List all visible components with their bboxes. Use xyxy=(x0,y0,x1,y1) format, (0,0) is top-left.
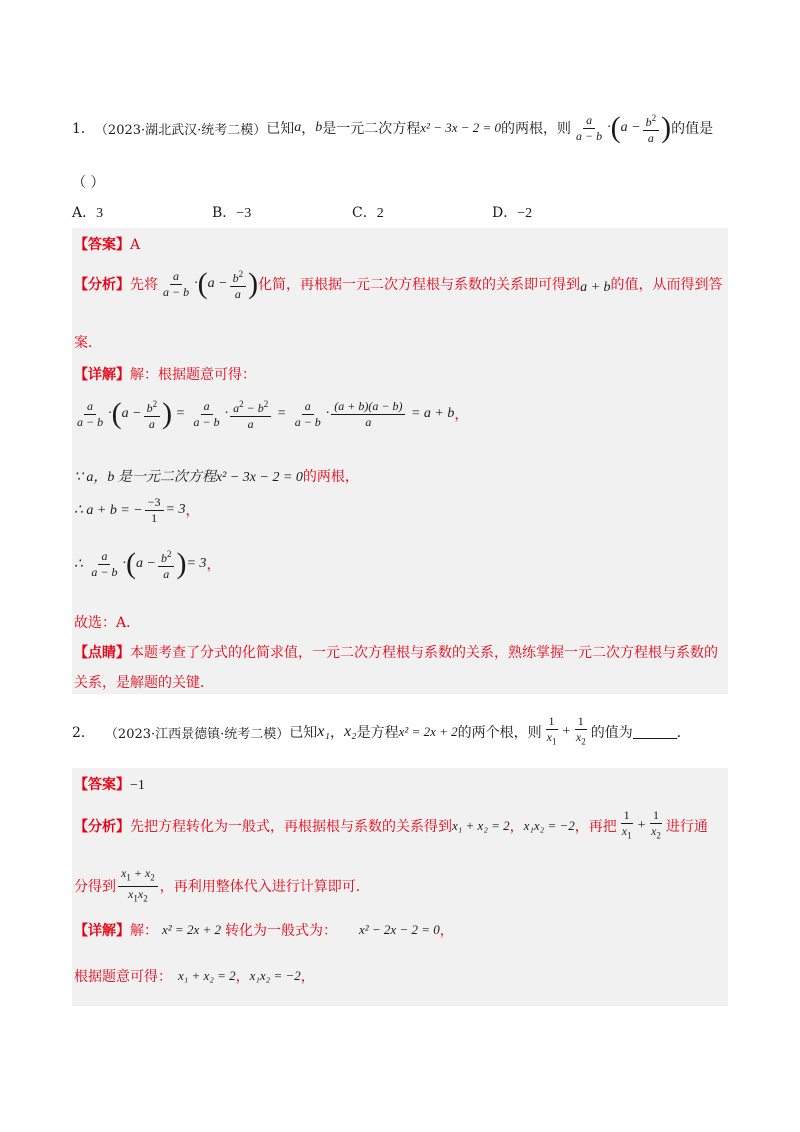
because-tail: 的两根， xyxy=(302,469,359,485)
q2-number: 2． xyxy=(72,725,95,741)
analysis-sep: ， xyxy=(509,819,524,835)
answer-label: 【答案】 xyxy=(74,777,130,793)
detail-eq: x² − 2x − 2 = 0 xyxy=(358,922,440,937)
detail-eq: x² = 2x + 2 xyxy=(162,922,221,937)
q2-x1: x₁ xyxy=(317,723,330,740)
q1-stem-part: 是一元二次方程 xyxy=(322,121,421,137)
analysis-fraction: $\frac{x_1 + x_2}{x_1x_2}$ xyxy=(116,866,160,906)
q2-answer-blank[interactable] xyxy=(633,726,677,739)
analysis-text: 化简，再根据一元二次方程根与系数的关系即可得到 xyxy=(258,277,581,293)
q2-analysis-cont xyxy=(74,866,370,906)
option-label: D． xyxy=(492,205,518,221)
detail-label: 【详解】 xyxy=(74,923,130,939)
therefore-text: ∴ xyxy=(74,556,83,572)
q2-period: ． xyxy=(676,725,691,741)
option-value: 2 xyxy=(376,206,384,221)
q1-option-d[interactable] xyxy=(492,202,532,222)
q1-therefore-2: ∴ $\frac{a}{a - b}$ · ( a − $\frac{b^2}{a}$ ) = 3 ， xyxy=(74,547,221,581)
analysis-eq: x₁x₂ = −2 xyxy=(523,818,575,833)
therefore-eq: = 3 xyxy=(165,502,186,517)
q1-option-a[interactable] xyxy=(72,202,103,222)
q2-comma: ， xyxy=(329,725,344,741)
q1-stem-part: 已知 xyxy=(266,121,295,137)
therefore-text: ∴ a + b = − xyxy=(74,502,143,518)
q1-option-b[interactable] xyxy=(212,202,251,222)
detail-sep: ， xyxy=(235,969,250,985)
because-text: ∵ a，b 是一元二次方程 xyxy=(74,470,216,485)
q1-expression: $\frac{a}{a - b}$ · ( a − $\frac{b^2}{a}$ ) xyxy=(576,111,672,145)
q1-option-c[interactable] xyxy=(352,202,384,222)
analysis-expression: $\frac{1}{x_1}$ + $\frac{1}{x_2}$ xyxy=(621,808,661,841)
q1-choose: 故选：A． xyxy=(74,615,141,631)
comment-text: 本题考查了分式的化简求值，一元二次方程根与系数的关系，熟练掌握一元二次方程根与系数的 xyxy=(130,645,718,661)
q2-stem-part: 的两个根，则 xyxy=(457,725,542,741)
q2-solution-box xyxy=(72,768,728,1006)
option-value: −2 xyxy=(517,206,533,221)
q2-analysis-line xyxy=(74,806,708,846)
detail-text: ， xyxy=(439,923,454,939)
detail-text: 根据题意可得： xyxy=(74,969,172,985)
q1-var-b: b xyxy=(315,120,323,135)
q1-derivation: $\frac{a}{a - b}$ · ( a − $\frac{b^2}{a}$ ) = $\frac{a}{a - b}$ · $\frac{a^2 - b^2}{a}$ = $\frac{a}{a - b}$ · $\frac{(a + b)(a - b)}{a}$ = a + b ， xyxy=(77,397,469,431)
q1-paren-blank: （ ） xyxy=(72,175,105,191)
analysis-label: 【分析】 xyxy=(74,277,130,293)
analysis-text: 分得到 xyxy=(74,879,116,895)
detail-text: 解： xyxy=(130,923,158,939)
q1-source: （2023·湖北武汉·统考二模） xyxy=(94,122,267,138)
option-label: C． xyxy=(352,205,377,221)
q1-number: 1． xyxy=(72,121,95,137)
q2-detail-line xyxy=(74,918,454,942)
analysis-expression: $\frac{a}{a - b}$ · ( a − $\frac{b^2}{a}$ ) xyxy=(163,267,259,301)
answer-label: 【答案】 xyxy=(74,237,130,253)
q1-comma: ， xyxy=(301,121,316,137)
detail-label: 【详解】 xyxy=(74,367,130,383)
q1-stem-part: 的两根，则 xyxy=(501,121,572,137)
q2-stem-part: 是方程 xyxy=(356,725,399,741)
q1-stem-part: 的值是 xyxy=(671,121,714,137)
q1-comment-line xyxy=(74,642,718,662)
q2-source: （2023·江西景德镇·统考二模） xyxy=(104,726,290,742)
q1-analysis-cont: 案． xyxy=(74,335,102,351)
detail-text: 转化为一般式为： xyxy=(224,923,337,939)
detail-intro: 解：根据题意可得： xyxy=(130,367,256,383)
answer-value: −1 xyxy=(130,778,145,793)
q1-answer-line xyxy=(74,234,140,254)
because-eq: x² − 3x − 2 = 0 xyxy=(215,470,303,485)
analysis-text: 的值，从而得到答 xyxy=(610,277,723,293)
option-value: 3 xyxy=(96,206,104,221)
q1-stem-line xyxy=(72,108,713,148)
analysis-text: 先把方程转化为一般式，再根据根与系数的关系得到 xyxy=(130,819,452,835)
q2-detail-cont xyxy=(74,964,315,988)
analysis-text: ，再把 xyxy=(574,819,617,835)
option-value: −3 xyxy=(236,206,252,221)
detail-eq: x₁x₂ = −2 xyxy=(249,968,301,983)
q1-detail-line xyxy=(74,364,256,384)
q1-var-a: a xyxy=(294,120,302,135)
analysis-text: 先将 xyxy=(130,277,158,293)
q1-comment-cont: 关系，是解题的关键． xyxy=(74,675,214,691)
answer-value: A xyxy=(130,237,141,253)
analysis-text: ，再利用整体代入进行计算即可． xyxy=(159,879,370,895)
therefore-eq: = 3 xyxy=(186,556,207,571)
analysis-label: 【分析】 xyxy=(74,819,130,835)
q2-stem-part: 已知 xyxy=(289,725,318,741)
analysis-text: 进行通 xyxy=(665,819,708,835)
detail-eq: x₁ + x₂ = 2 xyxy=(178,968,236,983)
option-label: A． xyxy=(72,205,97,221)
q1-analysis-line xyxy=(74,262,723,306)
q1-because-line xyxy=(74,466,359,486)
q2-stem-line xyxy=(72,712,691,752)
detail-end: ， xyxy=(300,969,315,985)
q2-equation: x² = 2x + 2 xyxy=(398,724,458,739)
option-label: B． xyxy=(212,205,237,221)
q2-expression: $\frac{1}{x_1}$ + $\frac{1}{x_2}$ xyxy=(546,714,586,747)
comment-label: 【点睛】 xyxy=(74,645,130,661)
q2-x2: x₂ xyxy=(343,723,357,740)
q1-therefore-1: ∴ a + b = − $\frac{-3}{1}$ = 3 ， xyxy=(74,494,200,525)
q2-stem-part: 的值为 xyxy=(590,725,633,741)
q1-solution-box xyxy=(72,228,728,694)
analysis-sum: a + b xyxy=(580,280,611,295)
analysis-eq: x₁ + x₂ = 2 xyxy=(452,818,510,833)
q1-equation: x² − 3x − 2 = 0 xyxy=(420,120,502,135)
q2-answer-line xyxy=(74,774,145,794)
